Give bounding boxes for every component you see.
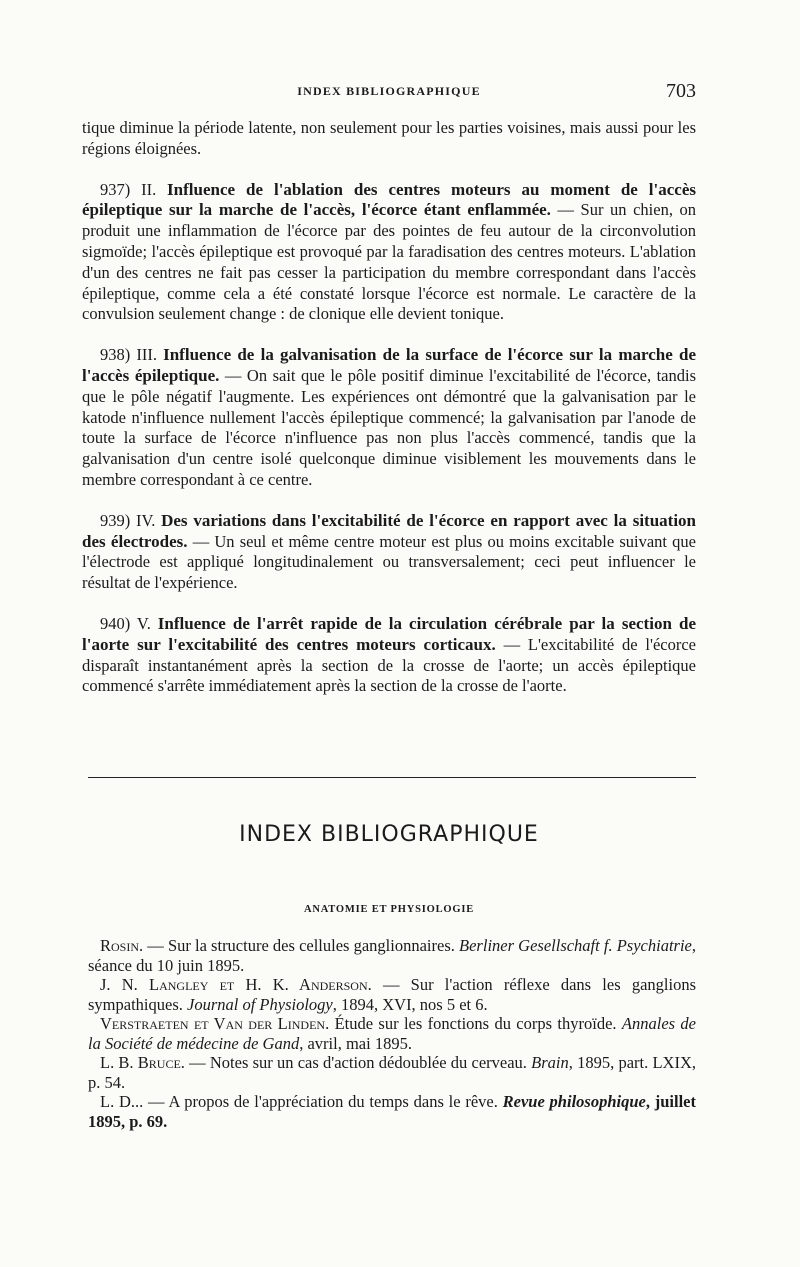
running-head [82, 80, 696, 104]
reference-journal: Annales de la Société de médecine de Gand [88, 1014, 697, 1053]
reference-author: Rosin. [100, 936, 144, 955]
reference-text: Sur la structure des cellules ganglionnaires. [167, 936, 460, 955]
reference-text: Étude sur les fonctions du corps thyroïde. [334, 1014, 622, 1033]
reference-journal: Journal of Physiology [187, 994, 333, 1014]
entry-text: — L'excitabilité de l'écorce disparaît instantanément après la section de la crosse de l'aorte; un accès épileptique commencé s'arrête immédiatement après la section de la crosse de l'aorte. [82, 634, 696, 696]
entry-number: 937) II. [100, 179, 157, 199]
entry-number: 939) IV. [100, 510, 156, 530]
reference-item [88, 975, 696, 1014]
reference-text: Sur l'action réflexe dans les ganglions sympathiques. [88, 975, 696, 1014]
entry-title: Influence de la galvanisation de la surface de l'écorce sur la marche de l'accès épileptique. [82, 345, 697, 385]
running-title: INDEX BIBLIOGRAPHIQUE [297, 84, 481, 98]
index-title: INDEX BIBLIOGRAPHIQUE [239, 822, 539, 847]
entry-text: — Sur un chien, on produit une inflammation de l'écorce par des pointes de feu autour de la circonvolution sigmoïde; l'accès épileptique est provoqué par la faradisation des centres moteurs. L'ablation d'un des centres ne fait pas cesser la participation du membre correspondant dans l'accès épileptique, comme cela a été constaté lorsque l'écorce est normale. Le caractère de la convulsion seulement change : de clonique elle devient tonique. [82, 200, 696, 324]
reference-details: , avril, mai 1895. [299, 1033, 412, 1053]
entry-title: Influence de l'arrêt rapide de la circulation cérébrale par la section de l'aorte sur l'excitabilité des centres moteurs corticaux. [82, 613, 696, 654]
section-title: ANATOMIE ET PHYSIOLOGIE [303, 904, 475, 915]
reference-list [88, 936, 696, 1131]
reference-separator: — [184, 1053, 210, 1072]
reference-text: Notes sur un cas d'action dédoublée du cerveau. [209, 1053, 532, 1072]
entry-939 [82, 511, 696, 594]
reference-item [88, 936, 696, 975]
entry-title: Des variations dans l'excitabilité de l'écorce en rapport avec la situation des électrodes. [82, 510, 697, 551]
main-text [82, 118, 696, 697]
entry-number: 940) V. [100, 613, 151, 633]
reference-item [88, 1014, 696, 1053]
reference-details: , juillet 1895, p. 69. [88, 1092, 696, 1131]
reference-details: , 1894, XVI, nos 5 et 6. [332, 994, 488, 1014]
reference-author: J. N. Langley et H. K. Anderson. [100, 975, 372, 994]
entry-text: — Un seul et même centre moteur est plus ou moins excitable suivant que l'électrode est appliqué longitudinalement ou transversalement; ceci peut influencer le résultat de l'expérience. [82, 531, 696, 593]
reference-text: A propos de l'appréciation du temps dans le rêve. [168, 1092, 503, 1111]
reference-item [88, 1053, 696, 1092]
entry-937 [82, 180, 696, 326]
reference-separator: — [143, 936, 168, 955]
entry-text: — On sait que le pôle positif diminue l'excitabilité de l'écorce, tandis que le pôle négatif l'augmente. Les expériences ont démontré que la galvanisation par le katode n'influence nullement l'accès épileptique commencé; la galvanisation par l'anode de toute la surface de l'écorce n'influence pas non plus l'accès commencé, tandis que la galvanisation d'un centre isolé quelconque diminue visiblement les mouvements dans le membre correspondant à ce centre. [82, 365, 697, 489]
continuation-paragraph: tique diminue la période latente, non seulement pour les parties voisines, mais aussi pour les régions éloignées. [82, 118, 696, 158]
section-divider [88, 777, 696, 778]
reference-journal: Brain [531, 1053, 569, 1072]
reference-author: L. D... [100, 1092, 144, 1111]
page-number: 703 [666, 80, 696, 102]
entry-938 [82, 345, 696, 491]
entry-940 [82, 614, 696, 697]
entry-title: Influence de l'ablation des centres moteurs au moment de l'accès épileptique sur la marche de l'accès, l'écorce étant enflammée. [82, 179, 697, 220]
reference-author: L. B. Bruce. [100, 1053, 185, 1072]
reference-author: Verstraeten et Van der Linden. [100, 1014, 330, 1033]
reference-details: , 1895, part. LXIX, p. 54. [88, 1053, 696, 1092]
reference-separator: — [371, 975, 411, 994]
entry-number: 938) III. [100, 345, 157, 365]
reference-item [88, 1092, 696, 1131]
reference-journal: Berliner Gesellschaft f. Psychiatrie [459, 936, 692, 955]
reference-separator: — [143, 1092, 169, 1111]
reference-details: , séance du 10 juin 1895. [88, 936, 697, 975]
reference-journal: Revue philosophique [502, 1092, 646, 1111]
